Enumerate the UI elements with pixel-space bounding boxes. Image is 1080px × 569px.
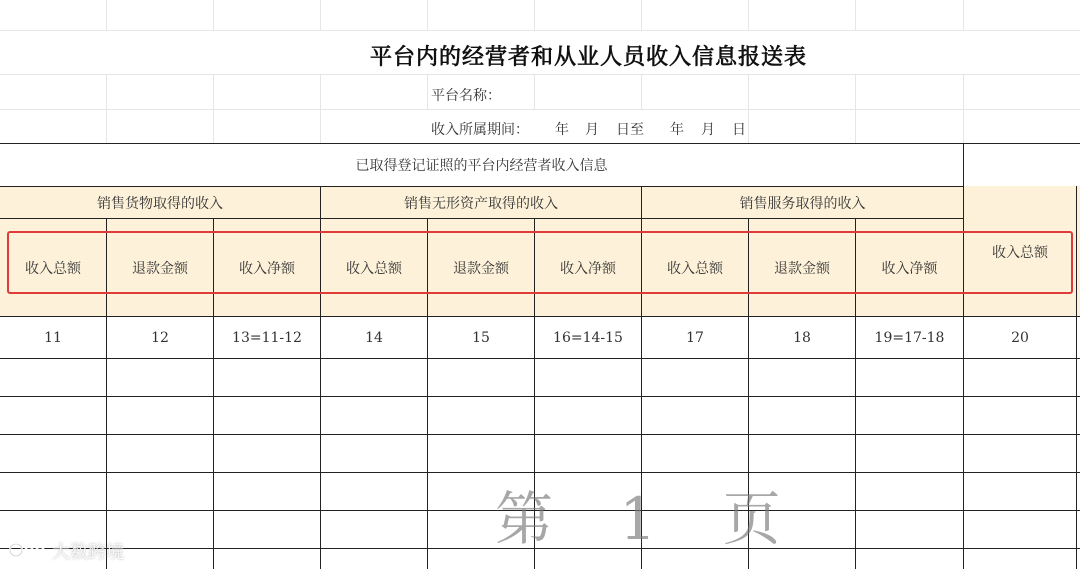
gridline bbox=[748, 0, 749, 30]
gridline bbox=[213, 74, 214, 143]
column-header: 收入净额 bbox=[560, 260, 616, 277]
gridline bbox=[855, 74, 856, 143]
period-day-to: 日至 bbox=[616, 122, 644, 138]
logo-watermark bbox=[8, 535, 148, 563]
gridline bbox=[427, 74, 428, 109]
gridline bbox=[427, 0, 428, 30]
column-header: 收入净额 bbox=[239, 260, 295, 277]
column-number: 18 bbox=[793, 329, 811, 346]
period-month-2: 月 bbox=[701, 122, 715, 138]
logo-text: 大数跨境 bbox=[52, 542, 124, 563]
gridline bbox=[963, 0, 964, 30]
column-number: 11 bbox=[44, 329, 62, 346]
column-number: 20 bbox=[1011, 329, 1029, 346]
column-header: 退款金额 bbox=[774, 260, 830, 277]
period-day-2: 日 bbox=[732, 122, 746, 138]
gridline bbox=[641, 0, 642, 30]
gridline bbox=[320, 74, 321, 143]
gridline bbox=[106, 74, 107, 143]
column-number: 12 bbox=[151, 329, 169, 346]
column-number: 19=17-18 bbox=[874, 329, 945, 346]
highlight-box bbox=[7, 231, 1073, 294]
gridline bbox=[534, 0, 535, 30]
column-header-total: 收入总额 bbox=[992, 245, 1048, 261]
gridline bbox=[0, 30, 1080, 31]
gridline bbox=[320, 0, 321, 30]
period-label: 收入所属期间： bbox=[431, 122, 529, 138]
gridline bbox=[855, 0, 856, 30]
period-month-1: 月 bbox=[585, 122, 599, 138]
gridline bbox=[534, 74, 535, 109]
gridline bbox=[0, 109, 1080, 110]
column-number: 17 bbox=[686, 329, 704, 346]
gridline bbox=[0, 74, 1080, 75]
table-border bbox=[0, 396, 1080, 397]
gridline bbox=[748, 74, 749, 143]
page-number-watermark: 第 1 页 bbox=[495, 485, 805, 553]
table-border bbox=[1076, 186, 1077, 569]
platform-name-label: 平台名称： bbox=[431, 88, 501, 104]
gridline bbox=[213, 0, 214, 30]
gridline bbox=[963, 74, 964, 143]
group-header-services: 销售服务取得的收入 bbox=[739, 195, 866, 212]
group-header-intangibles: 销售无形资产取得的收入 bbox=[404, 195, 558, 212]
column-header: 收入总额 bbox=[25, 260, 81, 277]
column-header: 退款金额 bbox=[132, 260, 188, 277]
column-number: 16=14-15 bbox=[553, 329, 623, 346]
gridline bbox=[106, 0, 107, 30]
period-year-2: 年 bbox=[670, 122, 684, 138]
column-number: 15 bbox=[472, 329, 490, 346]
column-number: 13=11-12 bbox=[232, 329, 302, 346]
column-number: 14 bbox=[365, 329, 383, 346]
form-title: 平台内的经营者和从业人员收入信息报送表 bbox=[370, 44, 808, 70]
column-header: 收入总额 bbox=[667, 260, 723, 277]
table-border bbox=[0, 358, 1080, 359]
period-year-1: 年 bbox=[555, 122, 569, 138]
column-header: 收入总额 bbox=[346, 260, 402, 277]
logo-icon bbox=[8, 537, 50, 561]
column-header: 收入净额 bbox=[881, 260, 938, 277]
section-header: 已取得登记证照的平台内经营者收入信息 bbox=[355, 158, 608, 174]
group-header-goods: 销售货物取得的收入 bbox=[97, 195, 223, 212]
gridline bbox=[641, 74, 642, 109]
column-header: 退款金额 bbox=[453, 260, 509, 277]
table-border bbox=[0, 434, 1080, 435]
